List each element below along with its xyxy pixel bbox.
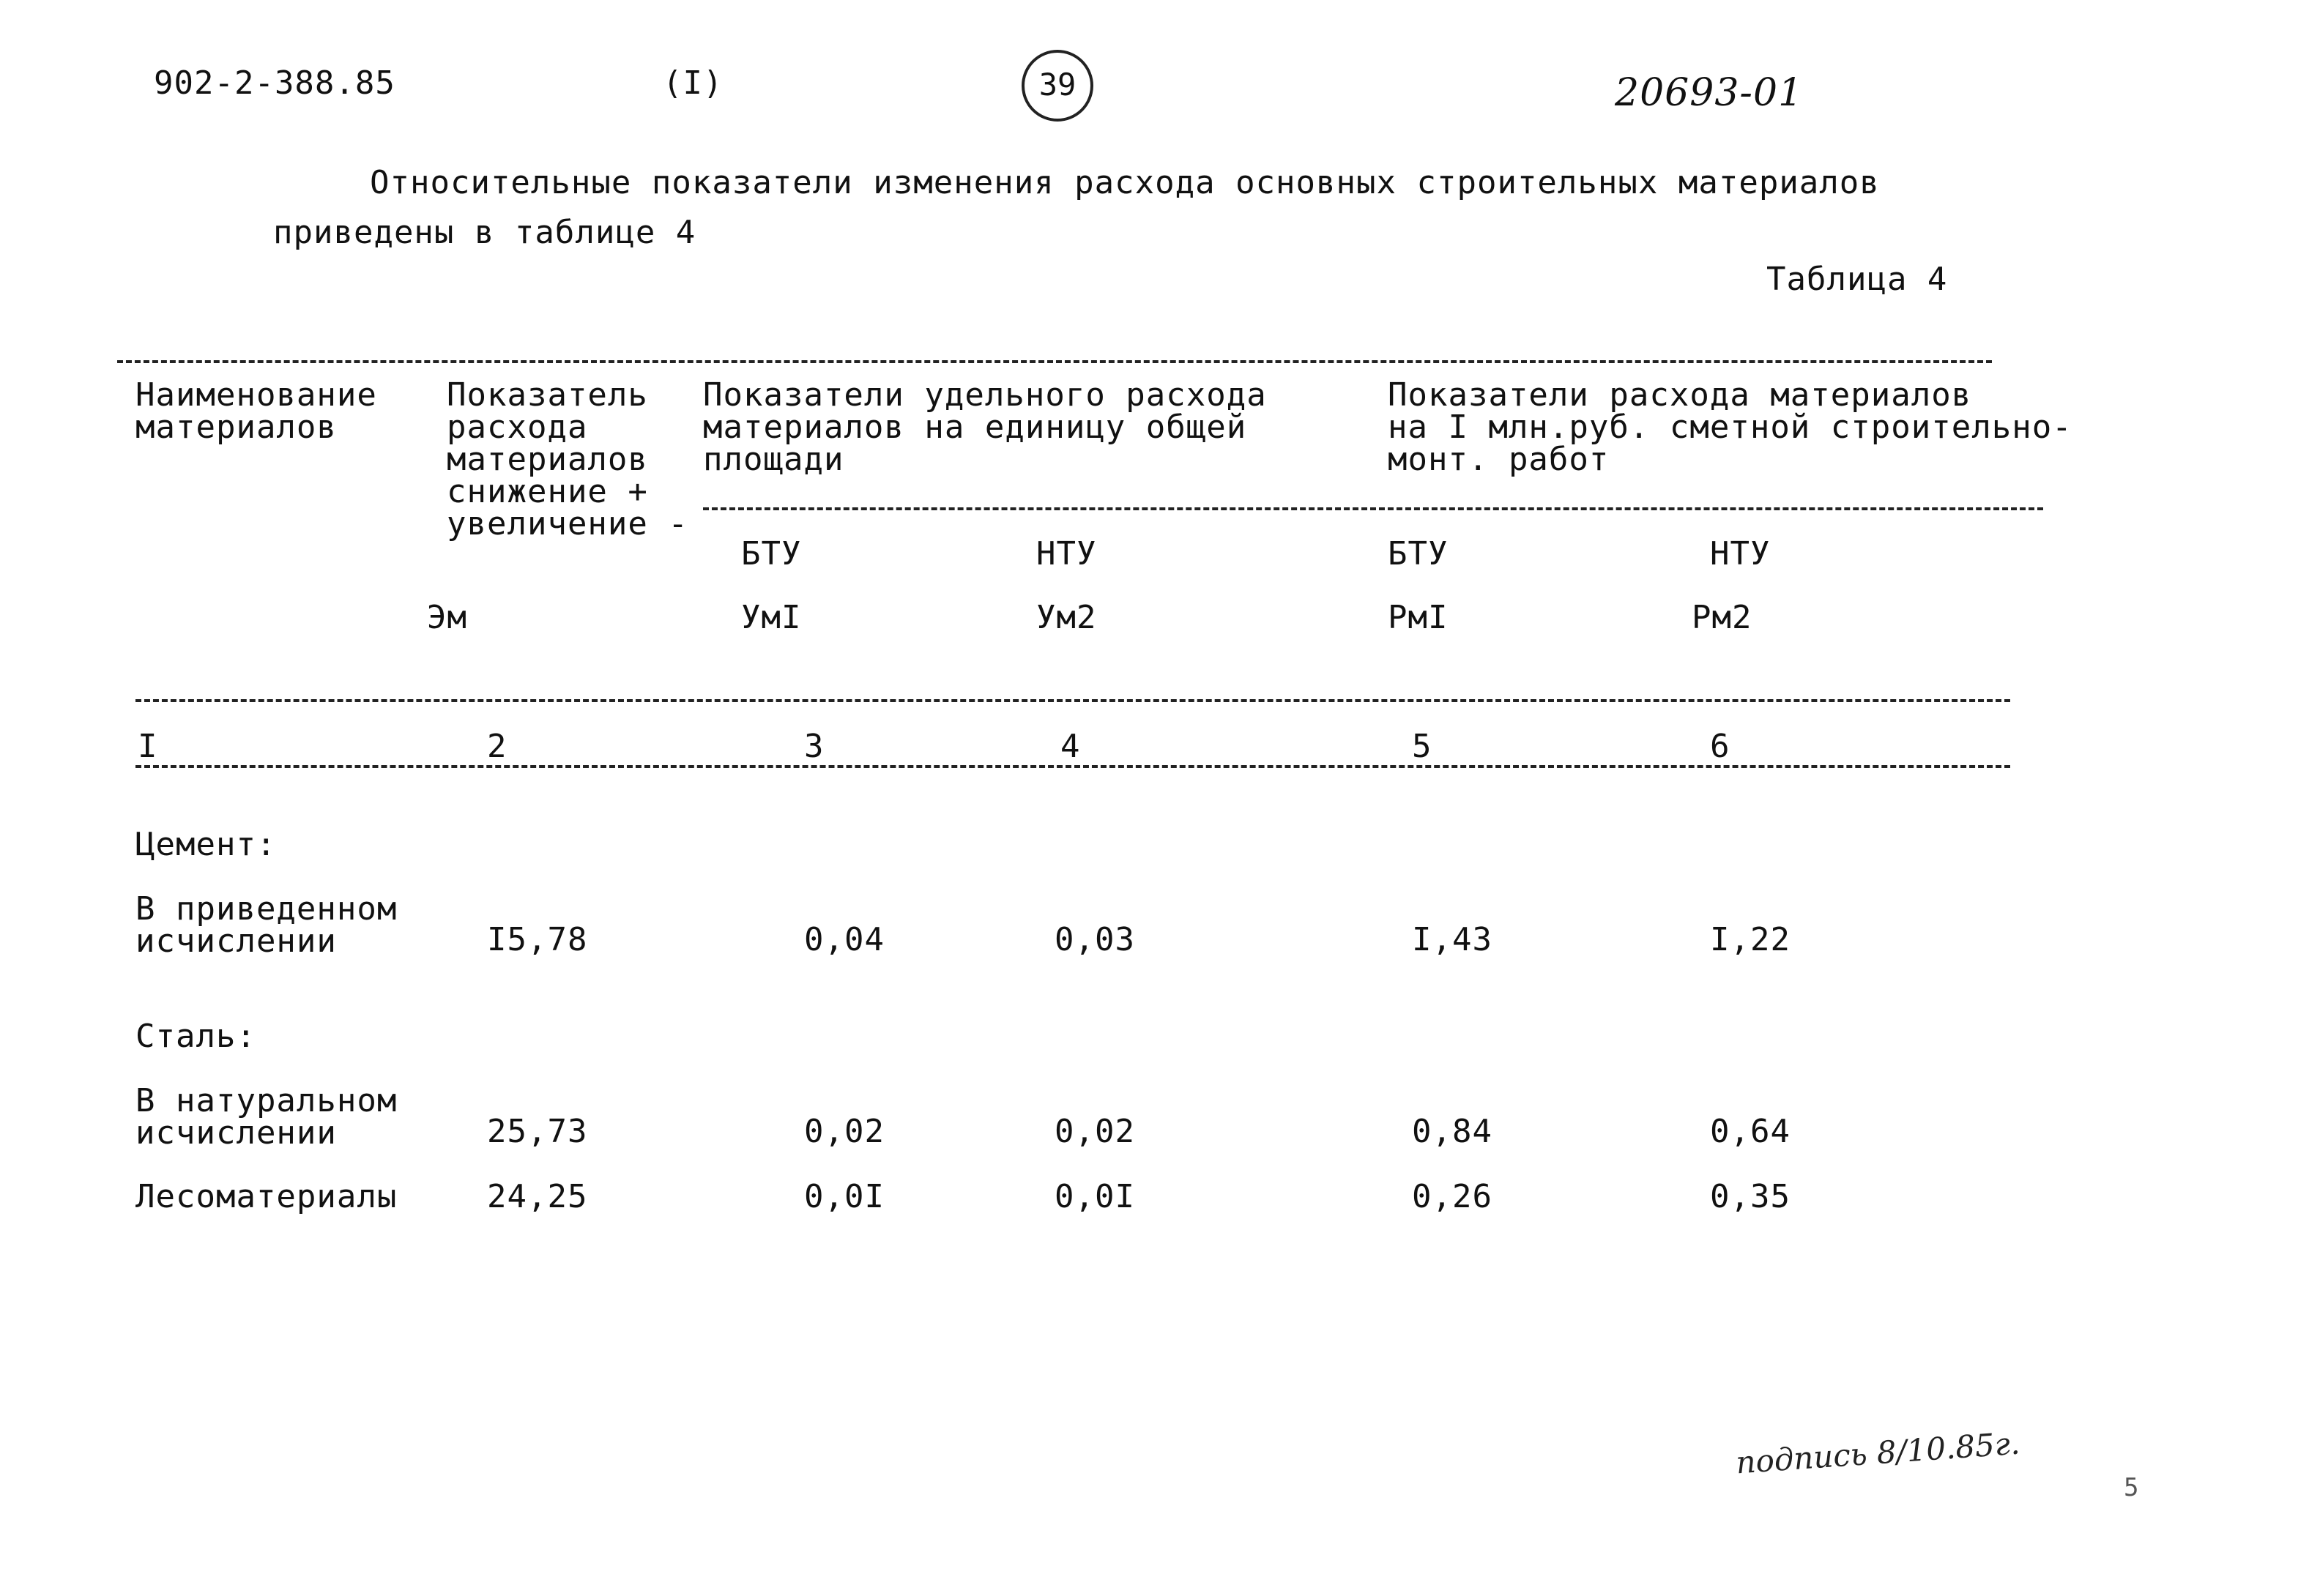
subheader-btu-1: БТУ bbox=[741, 535, 802, 573]
symbol-um2: Ум2 bbox=[1036, 599, 1097, 636]
row-2-em: 25,73 bbox=[487, 1113, 588, 1150]
part-number: (I) bbox=[663, 64, 724, 102]
column-number-2: 2 bbox=[487, 728, 507, 765]
table-caption: Таблица 4 bbox=[1766, 261, 1948, 298]
column-number-1: I bbox=[138, 728, 158, 765]
row-3-rm2: 0,35 bbox=[1710, 1178, 1791, 1215]
subheader-ntu-2: НТУ bbox=[1710, 535, 1771, 573]
row-2-rm1: 0,84 bbox=[1412, 1113, 1492, 1150]
header-material-name: Наименование материалов bbox=[135, 376, 377, 446]
row-2-um2: 0,02 bbox=[1055, 1113, 1135, 1150]
archive-number: 20693-01 bbox=[1615, 71, 1804, 115]
row-1-um2: 0,03 bbox=[1055, 921, 1135, 958]
header-consumption-indicator: Показатель расхода материалов снижение + увеличение - bbox=[447, 376, 688, 542]
intro-line-2: приведены в таблице 4 bbox=[273, 214, 696, 251]
symbol-em: Эм bbox=[427, 599, 467, 636]
row-1-em: I5,78 bbox=[487, 921, 588, 958]
symbol-rm1: РмI bbox=[1388, 599, 1449, 636]
row-2-rm2: 0,64 bbox=[1710, 1113, 1791, 1150]
row-3-em: 24,25 bbox=[487, 1178, 588, 1215]
row-1-rm2: I,22 bbox=[1710, 921, 1791, 958]
row-2-um1: 0,02 bbox=[804, 1113, 885, 1150]
header-bottom-rule bbox=[135, 699, 2010, 702]
header-per-million-group: Показатели расхода материалов на I млн.руб. сметной строительно- монт. работ bbox=[1388, 376, 2072, 478]
column-number-5: 5 bbox=[1412, 728, 1432, 765]
page-number: 39 bbox=[1038, 67, 1077, 102]
table-top-rule bbox=[117, 360, 1992, 363]
intro-line-1: Относительные показатели изменения расхода основных строительных материалов bbox=[370, 164, 1880, 201]
section-steel: Сталь: bbox=[135, 1018, 256, 1055]
header-unit-area-group: Показатели удельного расхода материалов на единицу общей площади bbox=[703, 376, 1267, 478]
subheader-btu-2: БТУ bbox=[1388, 535, 1449, 573]
column-numbers-rule bbox=[135, 765, 2010, 768]
row-1-rm1: I,43 bbox=[1412, 921, 1492, 958]
row-3-name: Лесоматериалы bbox=[135, 1178, 398, 1215]
row-2-name: В натуральном исчислении bbox=[135, 1082, 398, 1152]
symbol-rm2: Рм2 bbox=[1692, 599, 1752, 636]
subheader-rule bbox=[703, 507, 2043, 510]
handwritten-signature: подпись 8/10.85г. bbox=[1734, 1425, 2021, 1481]
subheader-ntu-1: НТУ bbox=[1036, 535, 1097, 573]
row-3-um2: 0,0I bbox=[1055, 1178, 1135, 1215]
page-number-circle bbox=[1022, 50, 1093, 122]
row-1-name: В приведенном исчислении bbox=[135, 890, 398, 960]
row-1-um1: 0,04 bbox=[804, 921, 885, 958]
row-3-rm1: 0,26 bbox=[1412, 1178, 1492, 1215]
corner-mark: 5 bbox=[2124, 1473, 2140, 1502]
section-cement: Цемент: bbox=[135, 826, 277, 863]
document-code: 902-2-388.85 bbox=[154, 64, 395, 102]
row-3-um1: 0,0I bbox=[804, 1178, 885, 1215]
column-number-6: 6 bbox=[1710, 728, 1730, 765]
column-number-4: 4 bbox=[1060, 728, 1081, 765]
column-number-3: 3 bbox=[804, 728, 825, 765]
symbol-um1: УмI bbox=[741, 599, 802, 636]
